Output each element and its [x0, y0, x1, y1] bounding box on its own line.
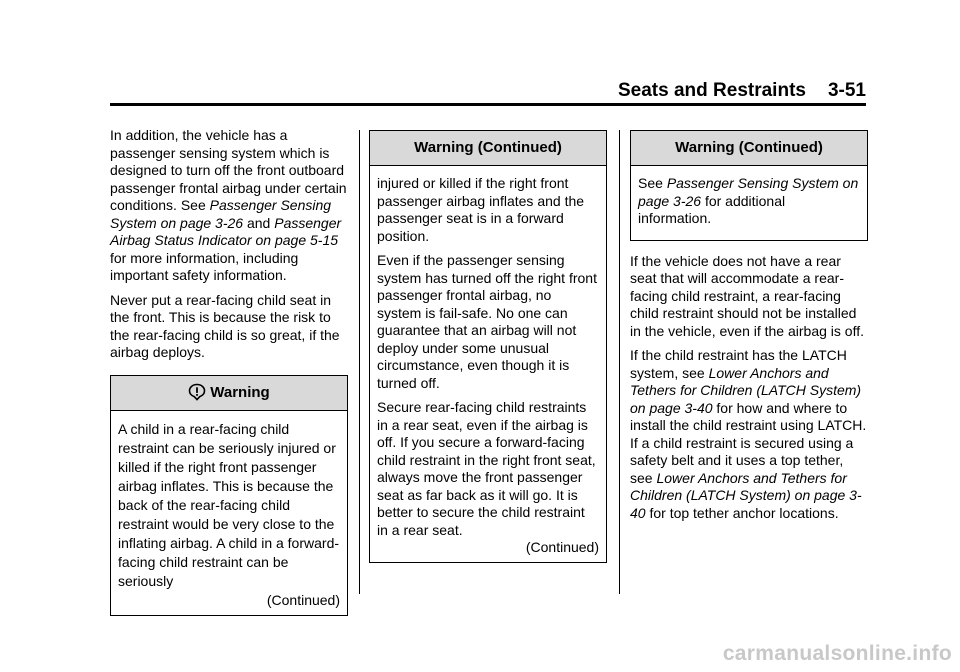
column-1 [110, 127, 348, 616]
continued-label: (Continued) [266, 591, 340, 608]
warning-box-3 [630, 130, 868, 241]
warning-body [370, 166, 606, 562]
warning-body [631, 166, 867, 240]
paragraph-intro: In addition, the vehicle has a passenger sensing system which is designed to turn off the front outboard passenger frontal airbag under certain conditions. See Passenger Sensing System on page 3-26 and Passenger Airbag Status Indicator on page 5-15 for more information, including important safety information. [110, 127, 347, 283]
warning-text: A child in a rear-facing child restraint can be seriously injured or killed if the right front passenger airbag inflates. This is because the back of the rear-facing child restraint would be very close to the inflating airbag. A child in a forward-facing child restraint can be seriously [118, 420, 340, 589]
cross-ref-latch-1[interactable]: Lower Anchors and Tethers for Children (LATCH System) on page 3-40 [630, 364, 862, 416]
warning-text-2: Even if the passenger sensing system has turned off the right front passenger frontal airbag, no system is fail-safe. No one can guarantee that an airbag will not deploy under some unusual circumstance, even though it is turned off. [377, 252, 597, 391]
section-title: Seats and Restraints [618, 80, 806, 101]
warning-body [111, 411, 347, 615]
paragraph-never: Never put a rear-facing child seat in the front. This is because the risk to the rear-facing child is so great, if the airbag deploys. [110, 291, 340, 360]
header-rule [110, 103, 866, 106]
warning-box-2 [369, 130, 607, 563]
column-3 [630, 130, 868, 529]
warning-icon [188, 380, 206, 414]
cross-ref-passenger-sensing[interactable]: Passenger Sensing System on page 3-26 [110, 197, 332, 231]
continued-label: (Continued) [525, 539, 599, 555]
warning-text: See Passenger Sensing System on page 3-26 for additional information. [638, 175, 859, 226]
warning-text-3: Secure rear-facing child restraints in a rear seat, even if the airbag is off. If you secure a forward-facing child restraint in the right front seat, always move the front passenger seat as far back as it will go. It is better to secure the child restraint in a rear seat. [377, 399, 596, 538]
warning-header [111, 376, 347, 411]
column-2 [369, 130, 607, 563]
cross-ref-airbag-status[interactable]: Passenger Airbag Status Indicator on page 5-15 [110, 214, 342, 248]
column-divider-1 [359, 130, 360, 594]
warning-text-1: injured or killed if the right front passenger airbag inflates and the passenger seat is in a forward position. [377, 175, 585, 244]
warning-box-1 [110, 375, 348, 616]
page-header [110, 80, 866, 102]
page-number: 3-51 [827, 80, 866, 101]
paragraph-latch: If the child restraint has the LATCH system, see Lower Anchors and Tethers for Children (LATCH System) on page 3-40 for how and where to install the child restraint using LATCH. If a child restraint is secured using a safety belt and it uses a top tether, see Lower Anchors and Tethers for Children (LATCH System) on page 3-40 for top tether anchor locations. [630, 347, 867, 521]
warning-title: Warning [210, 383, 270, 401]
warning-header-continued: Warning (Continued) [370, 131, 606, 166]
paragraph-no-rear-seat: If the vehicle does not have a rear seat that will accommodate a rear-facing child restraint, a rear-facing child restraint should not be installed in the vehicle, even if the airbag is off. [630, 252, 864, 339]
column-divider-2 [619, 130, 620, 594]
warning-header-continued: Warning (Continued) [631, 131, 867, 166]
cross-ref-latch-2[interactable]: Lower Anchors and Tethers for Children (LATCH System) on page 3-40 [630, 469, 862, 521]
watermark: carmanualsonline.info [722, 642, 952, 665]
cross-ref-passenger-sensing[interactable]: Passenger Sensing System on page 3-26 [638, 175, 859, 209]
